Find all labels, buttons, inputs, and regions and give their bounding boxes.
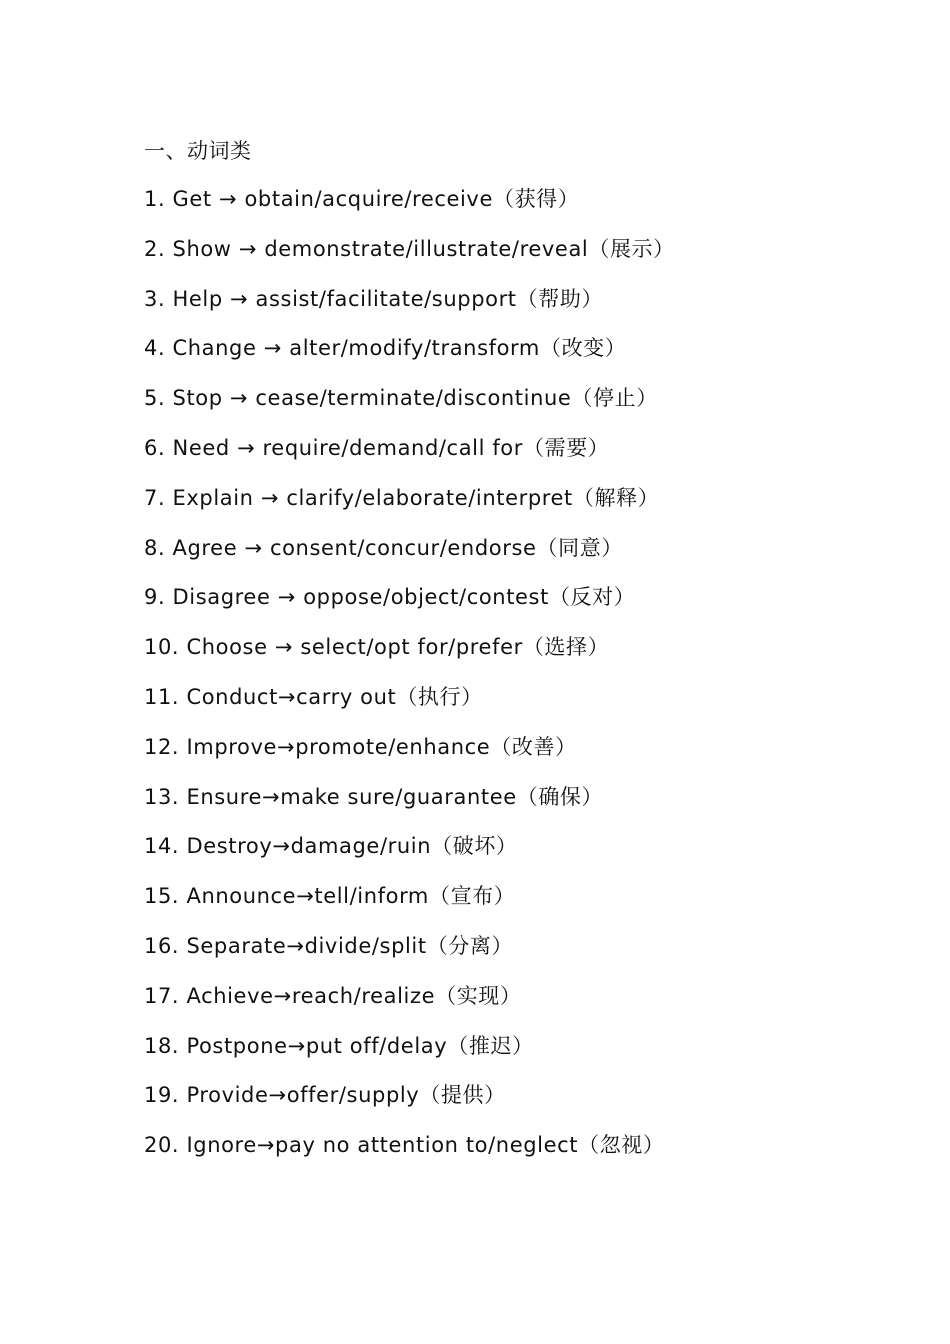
list-item: [144, 432, 904, 464]
item-gloss: （宣布）: [429, 884, 516, 909]
list-item: [144, 731, 904, 763]
item-text: 14. Destroy→damage/ruin: [144, 834, 432, 859]
list-item: [144, 382, 904, 414]
item-text: 3. Help → assist/facilitate/support: [144, 286, 517, 311]
item-text: 19. Provide→offer/supply: [144, 1083, 420, 1108]
list-item: [144, 781, 904, 813]
item-text: 15. Announce→tell/inform: [144, 884, 429, 909]
list-item: [144, 581, 904, 613]
list-item: [144, 332, 904, 364]
list-item: [144, 233, 904, 265]
item-text: 9. Disagree → oppose/object/contest: [144, 585, 549, 610]
list-item: [144, 980, 904, 1012]
list-item: [144, 1079, 904, 1111]
list-item: [144, 830, 904, 862]
item-gloss: （忽视）: [578, 1133, 665, 1158]
item-gloss: （实现）: [435, 983, 522, 1008]
item-gloss: （停止）: [571, 386, 658, 411]
item-text: 12. Improve→promote/enhance: [144, 734, 491, 759]
item-gloss: （获得）: [492, 187, 580, 211]
item-gloss: （提供）: [419, 1083, 506, 1108]
list-item: [144, 930, 904, 962]
item-text: 8. Agree → consent/concur/endorse: [144, 535, 537, 560]
list-item: [144, 183, 904, 215]
list-item: [144, 880, 904, 912]
verb-list: [144, 183, 904, 1161]
item-text: 17. Achieve→reach/realize: [144, 983, 436, 1008]
item-gloss: （确保）: [516, 784, 604, 809]
list-item: [144, 532, 904, 564]
item-gloss: （展示）: [588, 236, 675, 261]
list-item: [144, 1030, 904, 1062]
item-gloss: （帮助）: [516, 286, 604, 311]
item-text: 20. Ignore→pay no attention to/neglect: [144, 1133, 579, 1158]
item-text: 4. Change → alter/modify/transform: [144, 336, 540, 361]
item-text: 10. Choose → select/opt for/prefer: [144, 635, 523, 660]
item-text: 6. Need → require/demand/call for: [144, 435, 523, 460]
item-gloss: （分离）: [426, 933, 514, 958]
item-gloss: （选择）: [522, 635, 610, 660]
item-text: 1. Get → obtain/acquire/receive: [144, 187, 493, 211]
list-item: [144, 1129, 904, 1161]
item-gloss: （推迟）: [447, 1033, 534, 1058]
item-text: 5. Stop → cease/terminate/discontinue: [144, 386, 572, 411]
item-gloss: （解释）: [572, 485, 660, 510]
item-text: 13. Ensure→make sure/guarantee: [144, 784, 517, 809]
list-item: [144, 283, 904, 315]
item-text: 18. Postpone→put off/delay: [144, 1033, 448, 1058]
item-gloss: （破坏）: [431, 834, 518, 859]
item-text: 7. Explain → clarify/elaborate/interpret: [144, 485, 573, 510]
section-heading: 一、动词类: [144, 139, 252, 163]
document-content: [144, 135, 904, 1179]
item-text: 2. Show → demonstrate/illustrate/reveal: [144, 236, 589, 261]
list-item: [144, 681, 904, 713]
item-text: 11. Conduct→carry out: [144, 684, 397, 709]
item-text: 16. Separate→divide/split: [144, 933, 427, 958]
item-gloss: （执行）: [396, 684, 483, 709]
item-gloss: （改善）: [490, 734, 577, 759]
list-item: [144, 631, 904, 663]
item-gloss: （需要）: [523, 435, 610, 460]
item-gloss: （改变）: [539, 336, 627, 361]
item-gloss: （同意）: [536, 535, 623, 560]
list-item: [144, 482, 904, 514]
item-gloss: （反对）: [548, 585, 636, 610]
